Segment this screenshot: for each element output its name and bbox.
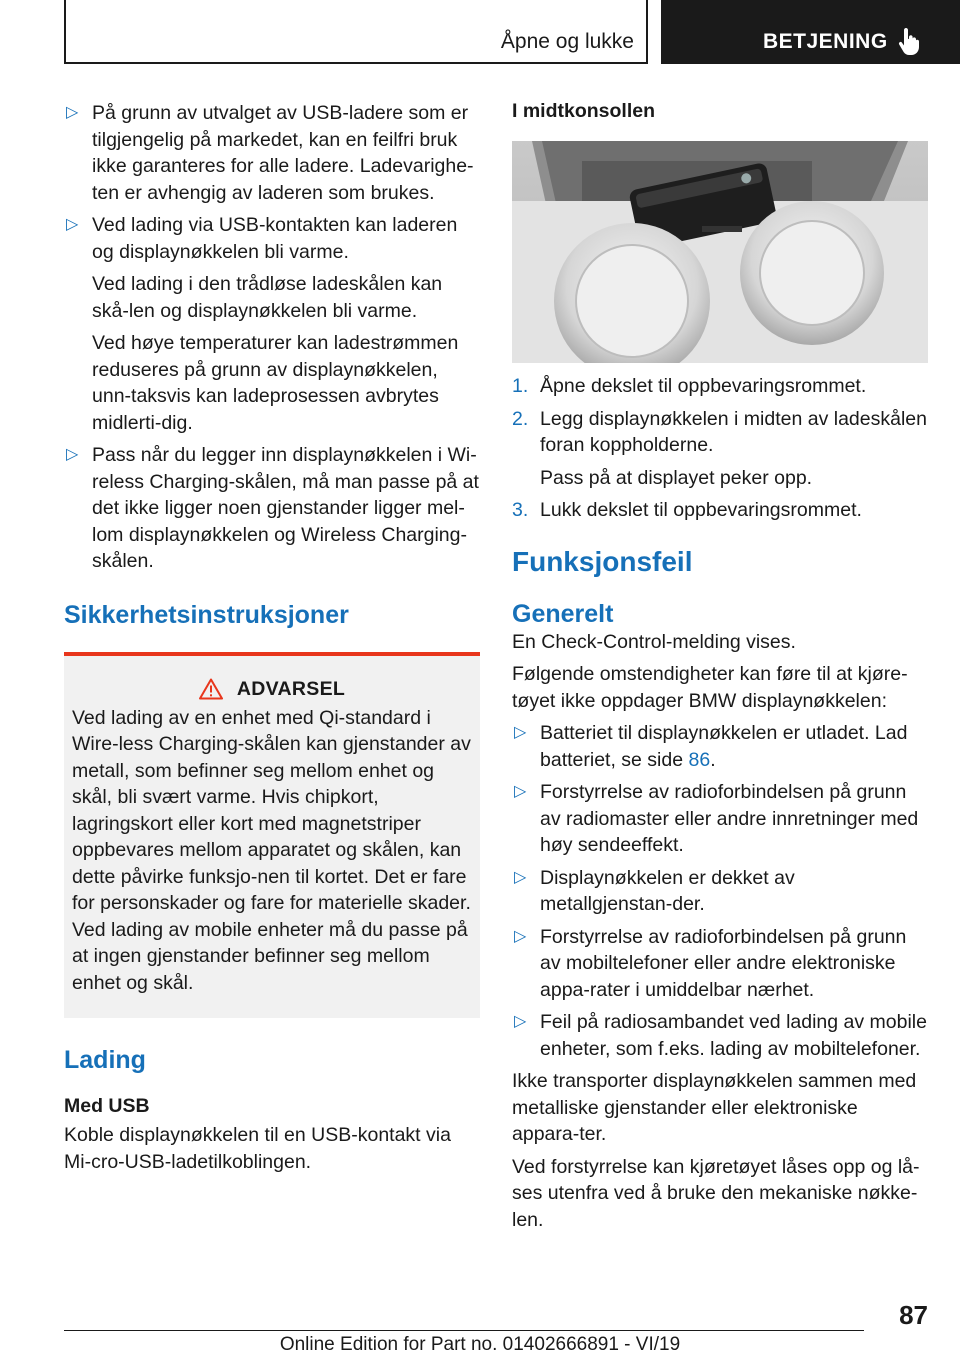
usb-subheading: Med USB [64,1095,150,1117]
closing-paragraph: Ved forstyrrelse kan kjøretøyet låses opp og lå-ses utenfra ved å bruke den mekaniske nøkke-len. [512,1155,920,1231]
page-number: 87 [899,1300,928,1330]
left-column [64,100,480,1181]
page-header [0,0,960,66]
list-item-continuation: Ved lading i den trådløse ladeskålen kan skå-len og displaynøkkelen bli varme. [92,273,443,322]
list-item: ▷ Forstyrrelse av radioforbindelsen på grunn av mobiltelefoner eller andre elektroniske appa-rater i umiddelbar nærhet. [514,925,907,1001]
step-item: 1. Åpne dekslet til oppbevaringsrommet. [512,375,867,397]
triangle-bullet-icon: ▷ [66,216,79,233]
step-item: 2. Legg displaynøkkelen i midten av ladeskålen foran koppholderne. [512,407,927,456]
warning-header [72,678,472,701]
warning-box [64,652,480,1019]
usb-paragraph: Koble displaynøkkelen til en USB-kontakt via Mi-cro-USB-ladetilkoblingen. [64,1124,451,1173]
triangle-bullet-icon: ▷ [514,1013,527,1030]
triangle-bullet-icon: ▷ [514,868,527,886]
general-paragraph: Følgende omstendigheter kan føre til at kjøre-tøyet ikke oppdager BMW displaynøkkelen: [512,663,908,712]
chapter-tab [661,0,960,64]
list-item: ▷ Batteriet til displaynøkkelen er utladet. Lad batteriet, se side 86. [514,722,908,771]
step-item: 3. Lukk dekslet til oppbevaringsrommet. [512,499,862,521]
list-item: ▷ Pass når du legger inn displaynøkkelen i Wi-reless Charging-skålen, må man passe på at det ikke ligger noen gjenstander ligger mel-lom displaynøkkelen og Wireless Charging-skålen. [66,444,479,572]
triangle-bullet-icon: ▷ [514,927,527,945]
warning-triangle-icon [199,678,223,700]
list-item: ▷ Forstyrrelse av radioforbindelsen på grunn av radiomaster eller andre innretninger med høy sendeeffekt. [514,781,919,856]
chapter-title: BETJENING [763,30,888,53]
list-item: ▷ På grunn av utvalget av USB-ladere som er tilgjengelig på markedet, kan en feilfri bruk ikke garanteres for alle ladere. Ladevarighe-ten er avhengig av laderen som brukes. [66,102,474,204]
safety-heading: Sikkerhetsinstruksjoner [64,600,349,629]
malfunction-heading: Funksjonsfeil [512,545,693,577]
general-paragraph: En Check-Control-melding vises. [512,630,796,653]
triangle-bullet-icon: ▷ [66,104,79,121]
step-note: Pass på at displayet peker opp. [540,466,813,489]
console-photo [512,141,928,363]
closing-paragraph: Ikke transporter displaynøkkelen sammen med metalliske gjenstander eller elektroniske appara-ter. [512,1070,917,1145]
warning-text: Ved lading av en enhet med Qi-standard i Wire-less Charging-skålen kan gjenstander av metall, som befinner seg mellom enhet og skål, bli svært varme. Hvis chipkort, lagringskort eller kort med magnetstriper oppbevares mellom apparatet og skålen, kan dette påvirke funksjo-nen til kortet. Det er fare for personskader og fare for materielle skader. Ved lading av mobile enheter må du passe på at ingen gjenstander befinner seg mellom enhet og skål. [72,706,471,994]
section-title: Åpne og lukke [500,30,634,53]
list-item: ▷ Feil på radiosambandet ved lading av mobile enheter, som f.eks. lading av mobiltelefoner. [514,1011,927,1060]
footer-text: Online Edition for Part no. 01402666891 - VI/19 [279,1334,681,1355]
warning-title: ADVARSEL [236,677,346,700]
general-heading: Generelt [512,599,614,628]
hand-pointer-icon [897,26,923,56]
list-item: ▷ Ved lading via USB-kontakten kan laderen og displaynøkkelen bli varme. [66,214,458,263]
list-item-continuation: Ved høye temperaturer kan ladestrømmen reduseres på grunn av displaynøkkelen, unn-taksvis kan ladeprosessen avbrytes midlerti-dig. [92,332,459,434]
console-subheading: I midtkonsollen [512,100,656,122]
section-tab [64,0,648,64]
triangle-bullet-icon: ▷ [514,783,527,800]
triangle-bullet-icon: ▷ [66,446,79,463]
charging-heading: Lading [64,1046,146,1074]
footer-divider [64,1330,864,1331]
right-column [512,100,928,1239]
list-item: ▷ Displaynøkkelen er dekket av metallgjenstan-der. [514,866,795,915]
triangle-bullet-icon: ▷ [514,724,527,741]
page-reference-link[interactable]: 86 [688,748,711,771]
